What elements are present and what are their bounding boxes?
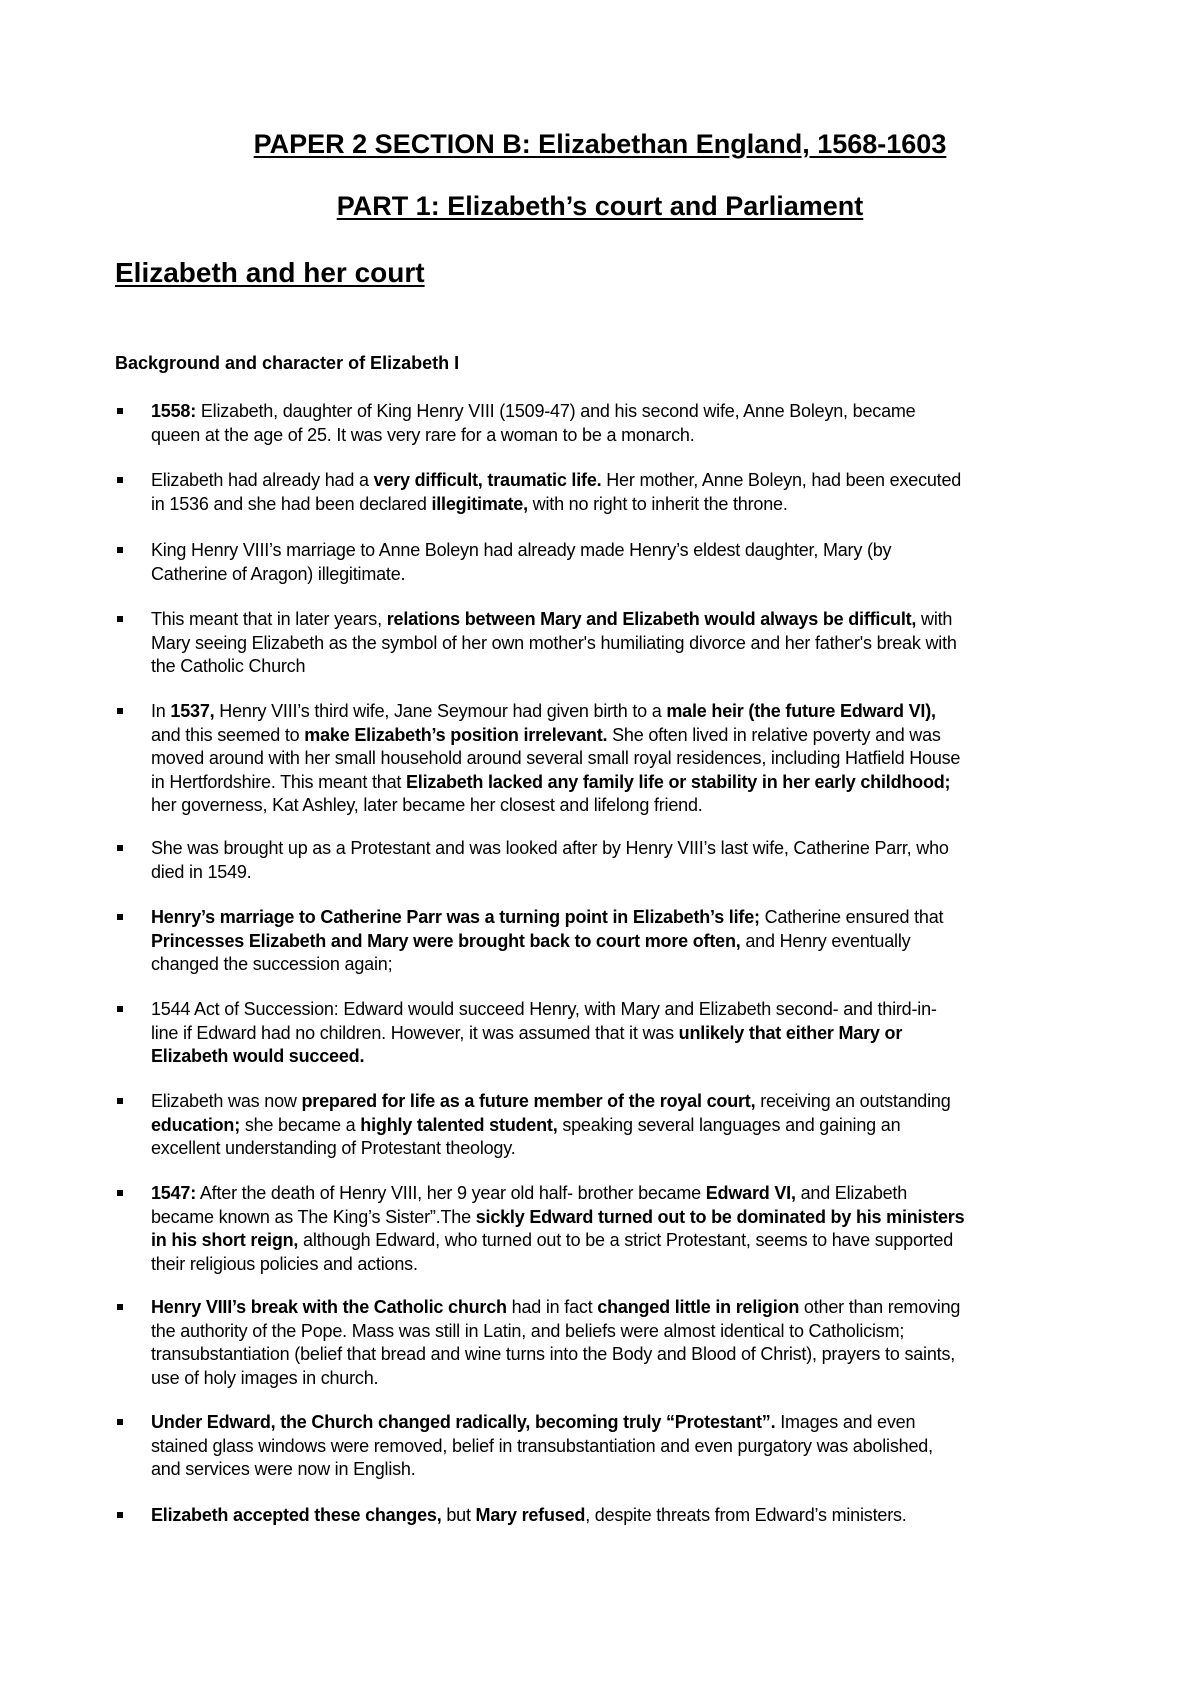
bold-text-run: changed little in religion [597,1297,800,1317]
bullet-square-icon [117,845,123,851]
text-run: Elizabeth had already had a [151,470,374,490]
text-run: moved around with her small household around several small royal residences, including Hatfield House [151,748,961,768]
bullet-line [151,1229,1151,1253]
text-run: and Elizabeth [795,1183,908,1203]
text-run: excellent understanding of Protestant theology. [151,1138,516,1158]
bullet-line [151,1137,1151,1161]
bullet-line [151,794,1151,818]
text-run: She was brought up as a Protestant and was looked after by Henry VIII’s last wife, Catherine Parr, who [151,838,949,858]
bold-text-run: Elizabeth lacked any family life or stability in her early childhood; [405,771,951,792]
text-run: King Henry VIII’s marriage to Anne Boleyn had already made Henry’s eldest daughter, Mary (by [151,540,892,560]
bold-text-run: Henry’s marriage to Catherine Parr was a turning point in Elizabeth’s life; [151,907,760,927]
bold-text-run: Princesses Elizabeth and Mary were brought back to court more often, [151,930,741,951]
bold-text-run: make Elizabeth’s position irrelevant. [304,724,608,745]
bullet-square-icon [117,1419,123,1425]
bold-text-run: highly talented student, [360,1114,558,1135]
bullet-line [151,1206,1151,1230]
bullet-text [151,539,1151,586]
bullet-line [151,1320,1151,1344]
bullet-square-icon [117,408,123,414]
bullet-text [151,608,1151,679]
bold-text-run: unlikely that either Mary or [678,1022,903,1043]
bullet-line [151,930,1151,954]
text-run: Catherine ensured that [759,907,944,927]
text-run: became known as The King’s Sister”.The [151,1206,476,1227]
text-run: died in 1549. [151,861,252,882]
text-run: Henry VIII’s third wife, Jane Seymour had given birth to a [214,701,667,721]
bullet-line [151,1022,1151,1046]
bold-text-run: male heir (the future Edward VI), [666,701,936,721]
bullet-text [151,469,1151,516]
bullet-text [151,1296,1151,1390]
text-run: Catherine of Aragon) illegitimate. [151,563,406,584]
bold-text-run: Edward VI, [705,1183,796,1203]
bullet-line [151,906,1151,930]
bullet-line [151,400,1151,424]
text-run: in 1536 and she had been declared [151,493,432,514]
bullet-text [151,400,1151,447]
text-run: Mary seeing Elizabeth as the symbol of her own mother's humiliating divorce and her father's break with [151,632,957,653]
text-run: and services were now in English. [151,1459,416,1479]
bullet-text [151,1182,1151,1276]
text-run: other than removing [799,1297,961,1317]
bullet-square-icon [117,708,123,714]
bold-text-run: education; [151,1114,241,1135]
text-run: the authority of the Pope. Mass was still in Latin, and beliefs were almost identical to Catholicism; [151,1320,905,1341]
bullet-line [151,493,1151,517]
bullet-line [151,747,1151,771]
bullet-square-icon [117,616,123,622]
bullet-text [151,700,1151,818]
text-run: speaking several languages and gaining an [557,1114,901,1135]
bullet-text [151,1504,1151,1528]
subheading: Background and character of Elizabeth I [115,353,460,373]
bullet-line [151,700,1151,724]
bullet-square-icon [117,477,123,483]
bullet-line [151,998,1151,1022]
text-run: Her mother, Anne Boleyn, had been executed [601,470,962,490]
bullet-line [151,655,1151,679]
text-run: their religious policies and actions. [151,1253,418,1274]
bullet-line [151,1182,1151,1206]
bullet-square-icon [117,1304,123,1310]
bullet-line [151,1435,1151,1459]
text-run: she became a [240,1114,361,1135]
text-run: Elizabeth, daughter of King Henry VIII (1509-47) and his second wife, Anne Boleyn, became [196,401,916,421]
bullet-line [151,1296,1151,1320]
document-title: PAPER 2 SECTION B: Elizabethan England, 1568-1603 [253,129,947,159]
text-run: 1544 Act of Succession: Edward would succeed Henry, with Mary and Elizabeth second- and third-in- [151,999,937,1019]
bold-text-run: prepared for life as a future member of the royal court, [301,1091,756,1111]
text-run: stained glass windows were removed, belief in transubstantiation and even purgatory was abolished, [151,1435,933,1456]
text-run: and this seemed to [151,724,305,745]
bullet-line [151,424,1151,448]
bold-text-run: 1558: [151,401,197,421]
bold-text-run: very difficult, traumatic life. [373,470,602,490]
text-run: This meant that in later years, [151,609,387,629]
bullet-line [151,953,1151,977]
bold-text-run: Elizabeth accepted these changes, [151,1505,442,1525]
bullet-line [151,1045,1151,1069]
text-run: receiving an outstanding [755,1091,951,1111]
text-run: had in fact [506,1297,598,1317]
bold-text-run: illegitimate, [431,493,528,514]
text-run: Images and even [775,1412,916,1432]
text-run: queen at the age of 25. It was very rare for a woman to be a monarch. [151,424,695,445]
text-run: In [151,701,171,721]
text-run: and Henry eventually [740,930,911,951]
bold-text-run: 1537, [170,701,215,721]
bold-text-run: Mary refused [475,1505,586,1525]
bold-text-run: Henry VIII’s break with the Catholic church [151,1297,507,1317]
bold-text-run: Under Edward, the Church changed radically, becoming truly “Protestant”. [151,1412,776,1432]
text-run: transubstantiation (belief that bread and wine turns into the Body and Blood of Christ), prayers to saints, [151,1344,956,1364]
text-run: the Catholic Church [151,656,306,676]
bullet-line [151,724,1151,748]
text-run: with [916,609,953,629]
bullet-text [151,837,1151,884]
bullet-line [151,861,1151,885]
section-heading: Elizabeth and her court [115,257,425,288]
bold-text-run: Elizabeth would succeed. [151,1046,365,1066]
bullet-line [151,771,1151,795]
bold-text-run: 1547: [151,1183,197,1203]
text-run: line if Edward had no children. However, it was assumed that it was [151,1022,679,1043]
bullet-line [151,1458,1151,1482]
bullet-square-icon [117,1512,123,1518]
bullet-square-icon [117,914,123,920]
bullet-line [151,1411,1151,1435]
bullet-square-icon [117,1006,123,1012]
text-run: Elizabeth was now [151,1091,302,1111]
text-run: changed the succession again; [151,954,393,974]
bullet-line [151,1253,1151,1277]
text-run: use of holy images in church. [151,1367,379,1388]
text-run: She often lived in relative poverty and was [607,724,941,745]
bold-text-run: relations between Mary and Elizabeth would always be difficult, [386,609,917,629]
bullet-text [151,1411,1151,1482]
part-title: PART 1: Elizabeth’s court and Parliament [336,191,864,221]
text-run: , despite threats from Edward’s ministers. [585,1505,907,1525]
bullet-line [151,563,1151,587]
bullet-text [151,1090,1151,1161]
bullet-text [151,998,1151,1069]
text-run: but [441,1505,476,1525]
bullet-line [151,1343,1151,1367]
bullet-square-icon [117,1190,123,1196]
bullet-text [151,906,1151,977]
bullet-line [151,1090,1151,1114]
bullet-line [151,539,1151,563]
bold-text-run: in his short reign, [151,1230,299,1250]
text-run: her governess, Kat Ashley, later became her closest and lifelong friend. [151,795,703,815]
bullet-line [151,837,1151,861]
bullet-line [151,608,1151,632]
bullet-line [151,469,1151,493]
bullet-line [151,632,1151,656]
text-run: with no right to inherit the throne. [527,493,788,514]
text-run: After the death of Henry VIII, her 9 year old half- brother became [196,1183,706,1203]
bullet-line [151,1504,1151,1528]
bullet-line [151,1114,1151,1138]
text-run: although Edward, who turned out to be a strict Protestant, seems to have supported [298,1230,954,1250]
bullet-square-icon [117,1098,123,1104]
bold-text-run: sickly Edward turned out to be dominated by his ministers [475,1206,965,1227]
bullet-square-icon [117,547,123,553]
text-run: in Hertfordshire. This meant that [151,771,406,792]
bullet-line [151,1367,1151,1391]
